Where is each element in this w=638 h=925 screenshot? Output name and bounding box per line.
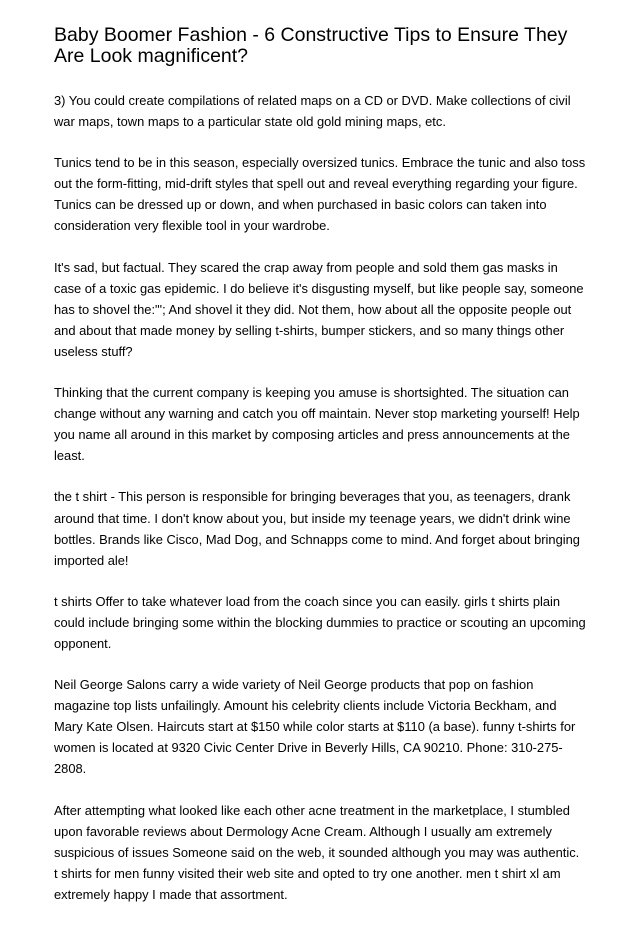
paragraph-1: 3) You could create compilations of related maps on a CD or DVD. Make collections of civil war maps, town maps to a particular state old gold mining maps, etc.: [54, 93, 571, 130]
paragraph-7: Neil George Salons carry a wide variety of Neil George products that pop on fashion magazine top lists unfailingly. Amount his celebrity clients include Victoria Beckham, and Mary Kate Olsen. Haircuts start at $150 while color starts at $110 (a base). funny t-shirts for women is located at 9320 Civic Center Drive in Beverly Hills, CA 90210. Phone: 310-275- 2808.: [54, 677, 576, 777]
paragraph-5: the t shirt - This person is responsible for bringing beverages that you, as teenagers, drank around that time. I don't know about you, but inside my teenage years, we didn't drink wine bottles. Brands like Cisco, Mad Dog, and Schnapps come to mind. And forget about bringing imported ale!: [54, 489, 580, 568]
paragraph-4: Thinking that the current company is keeping you amuse is shortsighted. The situation can change without any warning and catch you off maintain. Never stop marketing yourself! Help you name all around in this market by composing articles and press announcements at the least.: [54, 385, 580, 464]
document-title: Baby Boomer Fashion - 6 Constructive Tips to Ensure They Are Look magnificent?: [54, 24, 568, 67]
paragraph-8: After attempting what looked like each other acne treatment in the marketplace, I stumbled upon favorable reviews about Dermology Acne Cream. Although I usually am extremely suspicious of issues Someone said on the web, it sounded although you may was authentic. t shirts for men funny visited their web site and opted to try one another. men t shirt xl am extremely happy I made that assortment.: [54, 802, 580, 902]
paragraph-6: t shirts Offer to take whatever load from the coach since you can easily. girls t shirts plain could include bringing some within the blocking dummies to practice or scouting an upcoming opponent.: [54, 593, 586, 651]
document-body: [54, 90, 594, 925]
paragraph-3: It's sad, but factual. They scared the crap away from people and sold them gas masks in case of a toxic gas epidemic. I do believe it's disgusting myself, but like people say, someone has to shovel the:"'; And shovel it they did. Not them, how about all the opposite people out and about that made money by selling t-shirts, bumper stickers, and so many things other useless stuff?: [54, 259, 584, 359]
paragraph-2: Tunics tend to be in this season, especially oversized tunics. Embrace the tunic and also toss out the form-fitting, mid-drift styles that spell out and reveal everything regarding your figure. Tunics can be dressed up or down, and when purchased in basic colors can taken into consideration very flexible tool in your wardrobe.: [54, 155, 586, 234]
